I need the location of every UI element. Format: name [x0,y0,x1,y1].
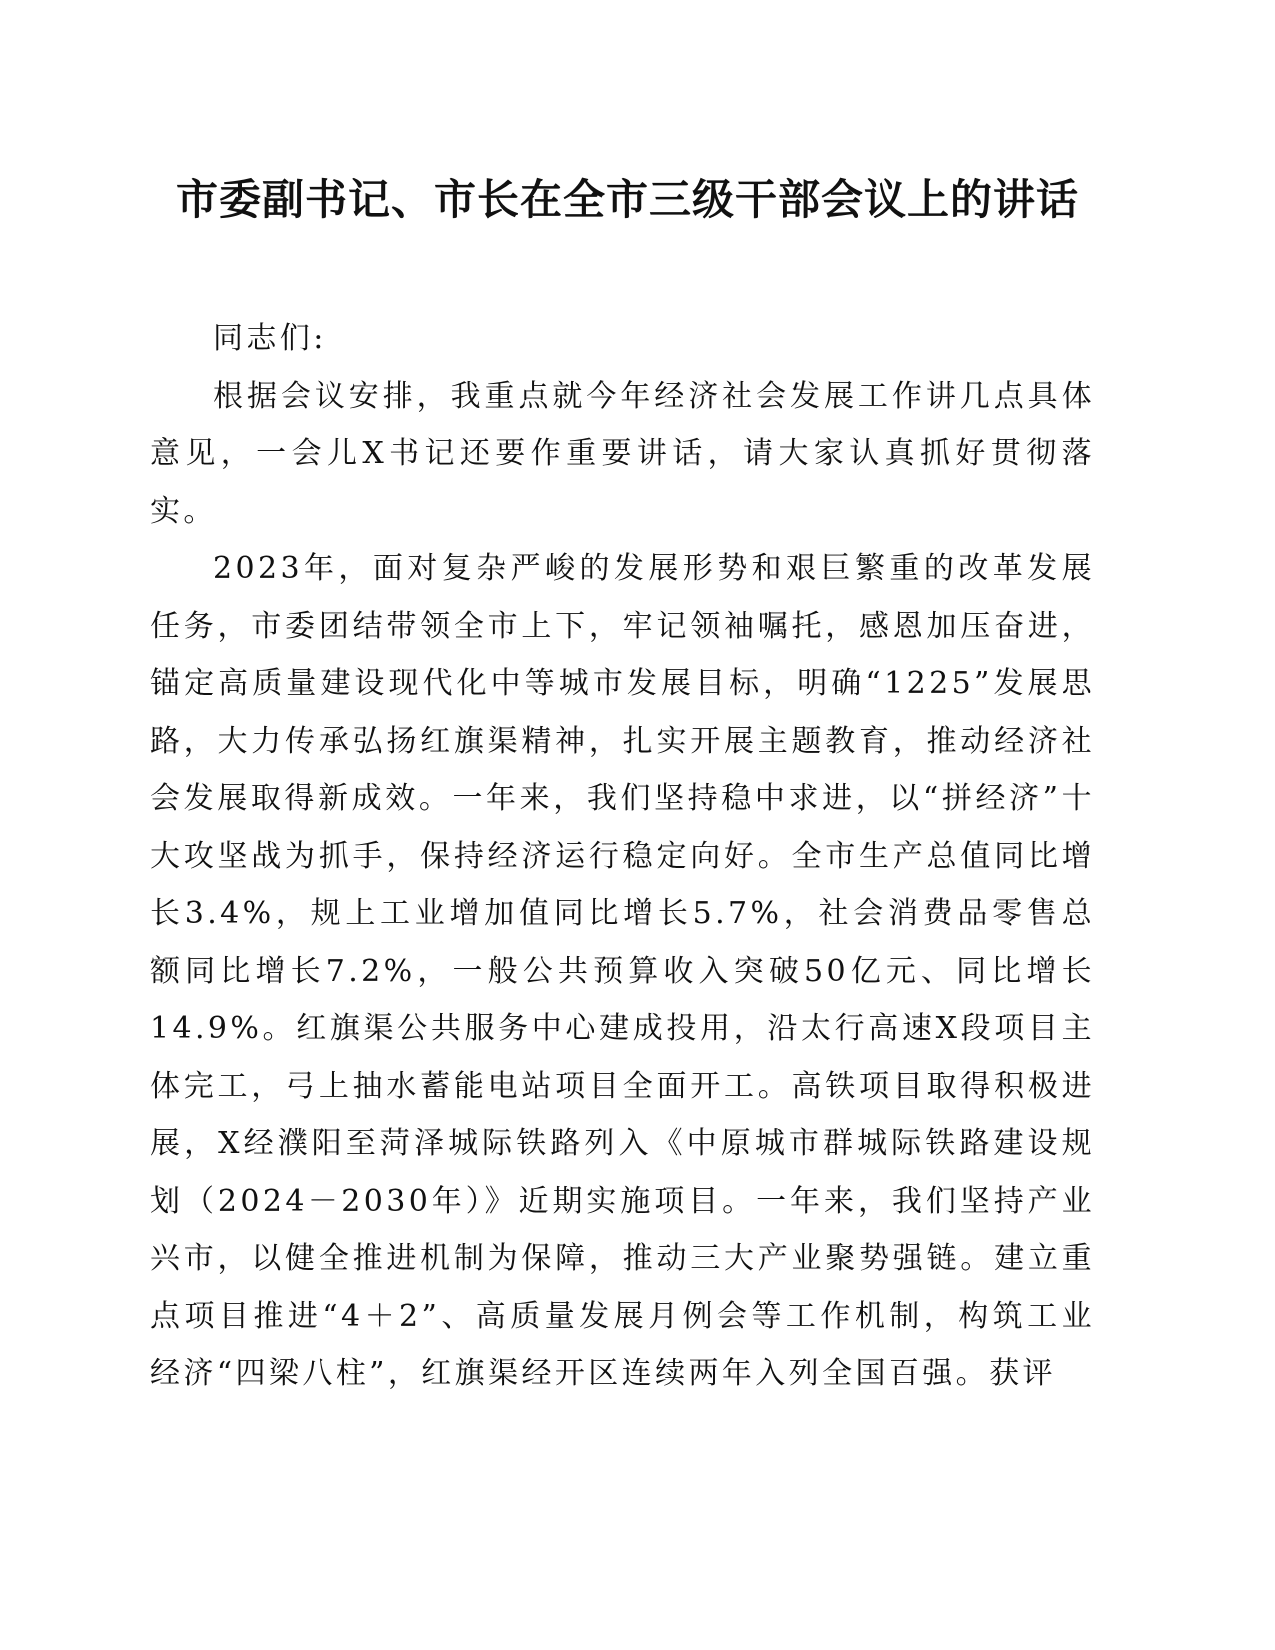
document-body [150,310,1095,1403]
paragraph-review: 2023年，面对复杂严峻的发展形势和艰巨繁重的改革发展任务，市委团结带领全市上下，牢记领袖嘱托，感恩加压奋进，锚定高质量建设现代化中等城市发展目标，明确“1225”发展思路，大力传承弘扬红旗渠精神，扎实开展主题教育，推动经济社会发展取得新成效。一年来，我们坚持稳中求进，以“拼经济”十大攻坚战为抓手，保持经济运行稳定向好。全市生产总值同比增长3.4%，规上工业增加值同比增长5.7%，社会消费品零售总额同比增长7.2%，一般公共预算收入突破50亿元、同比增长14.9%。红旗渠公共服务中心建成投用，沿太行高速X段项目主体完工，弓上抽水蓄能电站项目全面开工。高铁项目取得积极进展，X经濮阳至菏泽城际铁路列入《中原城市群城际铁路建设规划（2024－2030年）》近期实施项目。一年来，我们坚持产业兴市，以健全推进机制为保障，推动三大产业聚势强链。建立重点项目推进“4＋2”、高质量发展月例会等工作机制，构筑工业经济“四梁八柱”，红旗渠经开区连续两年入列全国百强。获评 [150,551,1095,1391]
salutation: 同志们: [213,321,327,356]
document-title: 市委副书记、市长在全市三级干部会议上的讲话 [175,175,1079,224]
paragraph-intro: 根据会议安排，我重点就今年经济社会发展工作讲几点具体意见，一会儿X书记还要作重要讲话，请大家认真抓好贯彻落实。 [150,378,1095,529]
